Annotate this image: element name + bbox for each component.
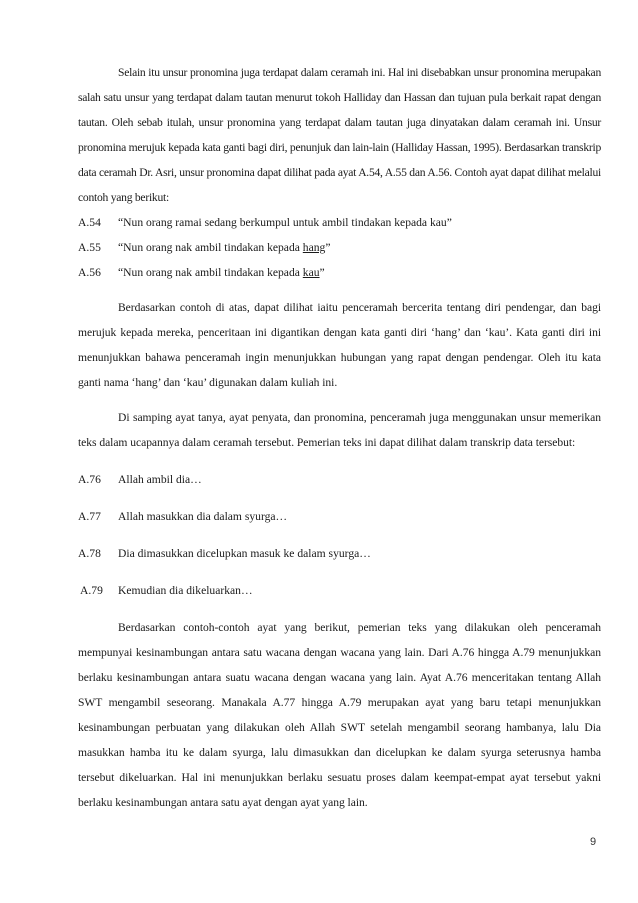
example-number: A.78 <box>78 547 101 560</box>
example-line <box>78 260 601 285</box>
example-line <box>78 235 601 260</box>
example-number: A.54 <box>78 216 101 229</box>
underlined-word: hang <box>302 241 326 254</box>
example-number: A.79 <box>80 584 103 597</box>
example-text: “Nun orang nak ambil tindakan kepada kau” <box>118 266 325 279</box>
example-line <box>78 541 601 566</box>
example-line <box>78 210 601 235</box>
example-line <box>78 504 601 529</box>
document-page <box>78 60 601 815</box>
example-text: Allah masukkan dia dalam syurga… <box>118 510 288 523</box>
example-number: A.56 <box>78 266 101 279</box>
example-number: A.76 <box>78 473 101 486</box>
example-number: A.55 <box>78 241 101 254</box>
example-text: Dia dimasukkan dicelupkan masuk ke dalam syurga… <box>118 547 371 560</box>
paragraph-pronomina-intro: Selain itu unsur pronomina juga terdapat dalam ceramah ini. Hal ini disebabkan unsur pronomina merupakan salah satu unsur yang terdapat dalam tautan menurut tokoh Halliday dan Hassan dan tujuan pula berkait rapat dengan tautan. Oleh sebab itulah, unsur pronomina yang terdapat dalam tautan juga dinyatakan dalam ceramah ini. Unsur pronomina merujuk kepada kata ganti bagi diri, penunjuk dan lain-lain (Halliday Hassan, 1995). Berdasarkan transkrip data ceramah Dr. Asri, unsur pronomina dapat dilihat pada ayat A.54, A.55 dan A.56. Contoh ayat dapat dilihat melalui contoh yang berikut: <box>78 66 601 204</box>
example-text: “Nun orang ramai sedang berkumpul untuk ambil tindakan kepada kau” <box>118 216 452 229</box>
example-text: “Nun orang nak ambil tindakan kepada hang” <box>118 241 331 254</box>
paragraph-pemerian-intro: Di samping ayat tanya, ayat penyata, dan pronomina, penceramah juga menggunakan unsur memerikan teks dalam ucapannya dalam ceramah tersebut. Pemerian teks ini dapat dilihat dalam transkrip data tersebut: <box>78 411 601 449</box>
example-line <box>78 467 601 492</box>
paragraph-pronomina-analysis: Berdasarkan contoh di atas, dapat dilihat iaitu penceramah bercerita tentang diri pendengar, dan bagi merujuk kepada mereka, penceritaan ini digantikan dengan kata ganti diri ‘hang’ dan ‘kau’. Kata ganti diri ini menunjukkan bahawa penceramah ingin menunjukkan hubungan yang rapat dengan pendengar. Oleh itu kata ganti nama ‘hang’ dan ‘kau’ digunakan dalam kuliah ini. <box>78 301 601 389</box>
example-line <box>78 578 601 603</box>
paragraph-pemerian-analysis: Berdasarkan contoh-contoh ayat yang berikut, pemerian teks yang dilakukan oleh penceramah mempunyai kesinambungan antara satu wacana dengan wacana yang lain. Dari A.76 hingga A.79 menunjukkan berlaku kesinambungan antara suatu wacana dengan wacana yang lain. Ayat A.76 menceritakan tentang Allah SWT mengambil seseorang. Manakala A.77 hingga A.79 merupakan ayat yang baru tetapi menunjukkan kesinambungan perbuatan yang dilakukan oleh Allah SWT setelah mengambil seorang hambanya, lalu Dia masukkan hamba itu ke dalam syurga, lalu dimasukkan dan dicelupkan ke dalam syurga seterusnya hamba tersebut dikeluarkan. Hal ini menunjukkan berlaku sesuatu proses dalam keempat-empat ayat tersebut yakni berlaku kesinambungan antara satu ayat dengan ayat yang lain. <box>78 621 601 809</box>
example-text: Allah ambil dia… <box>118 473 202 486</box>
example-text: Kemudian dia dikeluarkan… <box>118 584 253 597</box>
page-number: 9 <box>590 836 597 848</box>
underlined-word: kau <box>302 266 320 279</box>
example-number: A.77 <box>78 510 101 523</box>
